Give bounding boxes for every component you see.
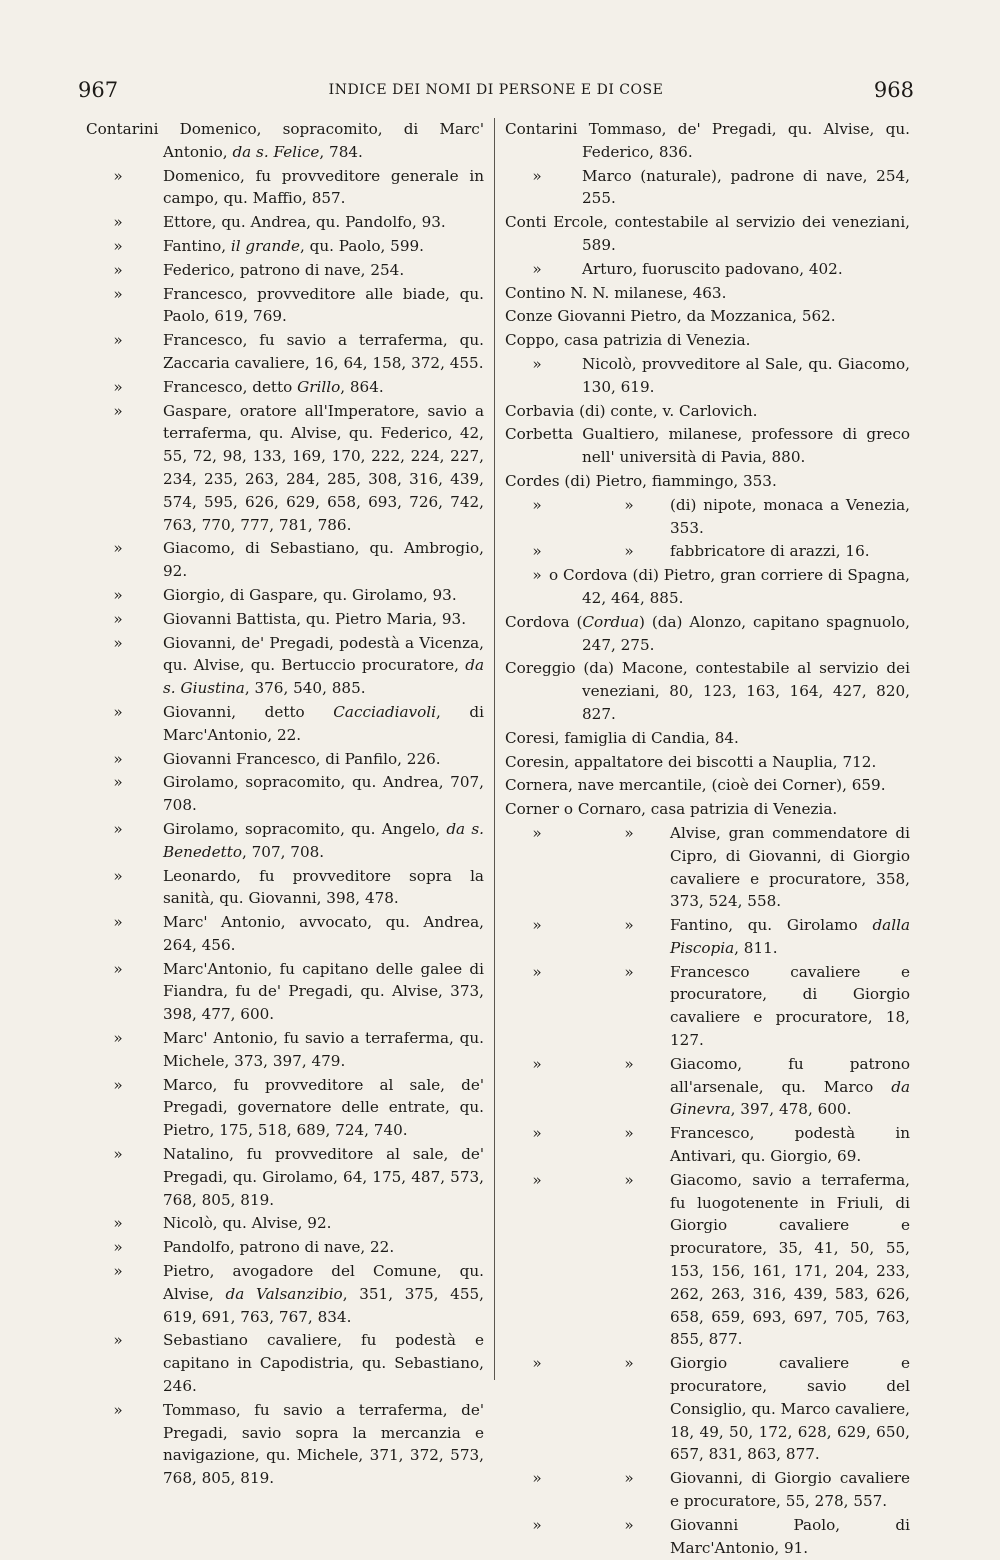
index-entry <box>86 608 484 631</box>
entry-text: Cordova (Cordua) (da) Alonzo, capitano spagnuolo, 247, 275. <box>505 612 910 654</box>
ditto-mark: » <box>113 1029 123 1048</box>
index-entry <box>505 611 910 657</box>
entry-text: Giacomo, savio a terraferma, fu luogotenente in Friuli, di Giorgio cavaliere e procuratore, 35, 41, 50, 55, 153, 156, 161, 171, 204, 233, 262, 263, 316, 439, 583, 626, 658, 659, 693, 697, 705, 763, 855, 877. <box>670 1170 910 1349</box>
index-entry <box>505 1352 910 1466</box>
ditto-mark: » <box>113 1262 123 1281</box>
index-entry <box>505 774 910 797</box>
ditto-mark: » <box>113 1400 123 1419</box>
index-entry <box>505 400 910 423</box>
entry-text: Sebastiano cavaliere, fu podestà e capitano in Capodistria, qu. Sebastiano, 246. <box>163 1331 484 1396</box>
ditto-mark: » <box>113 1331 123 1350</box>
ditto-mark: » <box>113 702 123 721</box>
index-entry <box>505 282 910 305</box>
entry-text: Giacomo, fu patrono all'arsenale, qu. Marco da Ginevra, 397, 478, 600. <box>670 1054 910 1119</box>
ditto-mark: » » <box>532 495 634 514</box>
entry-text: (di) nipote, monaca a Venezia, 353. <box>670 495 910 537</box>
entry-text: Giovanni, di Giorgio cavaliere e procuratore, 55, 278, 557. <box>670 1469 910 1511</box>
index-entry <box>505 258 910 281</box>
index-entry <box>86 771 484 817</box>
index-entry <box>86 1074 484 1142</box>
ditto-mark: » <box>113 213 123 232</box>
ditto-mark: » <box>113 609 123 628</box>
ditto-mark: » » <box>532 823 634 842</box>
ditto-mark: » <box>113 236 123 255</box>
index-entry <box>505 540 910 563</box>
entry-text: Giovanni, detto Cacciadiavoli, di Marc'Antonio, 22. <box>163 702 484 744</box>
index-entry <box>86 283 484 329</box>
index-entry <box>86 400 484 537</box>
entry-text: Natalino, fu provveditore al sale, de' Pregadi, qu. Girolamo, 64, 175, 487, 573, 768, 805, 819. <box>163 1145 484 1209</box>
ditto-mark: » » <box>532 962 634 981</box>
ditto-mark: » <box>113 260 123 279</box>
ditto-mark: » <box>532 354 542 373</box>
entry-text: Marco (naturale), padrone di nave, 254, 255. <box>582 166 910 208</box>
ditto-mark: » <box>113 819 123 838</box>
index-entry <box>86 235 484 258</box>
entry-text: Alvise, gran commendatore di Cipro, di Giovanni, di Giorgio cavaliere e procuratore, 358, 373, 524, 558. <box>670 823 910 911</box>
entry-text: Cornera, nave mercantile, (cioè dei Corner), 659. <box>505 776 886 795</box>
entry-text: Contarini Tommaso, de' Pregadi, qu. Alvise, qu. Federico, 836. <box>505 120 910 161</box>
index-entry <box>86 911 484 957</box>
index-entry <box>86 211 484 234</box>
entry-text: Coreggio (da) Macone, contestabile al servizio dei veneziani, 80, 123, 163, 164, 427, 820, 827. <box>505 659 910 723</box>
ditto-mark: » <box>113 377 123 396</box>
entry-text: Francesco cavaliere e procuratore, di Giorgio cavaliere e procuratore, 18, 127. <box>670 962 910 1050</box>
entry-text: Cordes (di) Pietro, fiammingo, 353. <box>505 471 777 490</box>
index-entry <box>505 657 910 725</box>
entry-text: Nicolò, qu. Alvise, 92. <box>163 1214 332 1233</box>
entry-text: Ettore, qu. Andrea, qu. Pandolfo, 93. <box>163 213 446 232</box>
entry-text: Giovanni Paolo, di Marc'Antonio, 91. <box>670 1515 910 1557</box>
running-title: INDICE DEI NOMI DI PERSONE E DI COSE <box>328 82 664 98</box>
entry-text: Domenico, fu provveditore generale in campo, qu. Maffio, 857. <box>163 166 484 208</box>
running-header <box>78 78 914 108</box>
entry-text: Marc' Antonio, avvocato, qu. Andrea, 264, 456. <box>163 913 484 954</box>
ditto-mark: » » <box>532 1170 634 1189</box>
index-entry <box>86 329 484 375</box>
index-entry <box>86 865 484 911</box>
index-entry <box>86 1027 484 1073</box>
entry-text: Giovanni Battista, qu. Pietro Maria, 93. <box>163 609 467 628</box>
index-entry <box>505 1514 910 1560</box>
index-entry <box>86 748 484 771</box>
index-entry <box>505 564 910 610</box>
ditto-mark: » » <box>532 1054 634 1073</box>
index-entry <box>505 305 910 328</box>
index-entry <box>505 914 910 960</box>
entry-text: Giovanni, de' Pregadi, podestà a Vicenza, qu. Alvise, qu. Bertuccio procuratore, da s. Giustina, 376, 540, 885. <box>163 633 484 698</box>
entry-text: Contino N. N. milanese, 463. <box>505 283 727 302</box>
entry-text: Gaspare, oratore all'Imperatore, savio a terraferma, qu. Alvise, qu. Federico, 42, 55, 72, 98, 133, 169, 170, 222, 224, 227, 234, 235, 263, 284, 285, 308, 316, 439, 574, 595, 626, 629, 658, 693, 726, 742, 763, 770, 777, 781, 786. <box>163 401 484 534</box>
index-entry <box>86 1260 484 1328</box>
ditto-mark: » <box>113 585 123 604</box>
entry-text: o Cordova (di) Pietro, gran corriere di Spagna, 42, 464, 885. <box>549 566 910 607</box>
ditto-mark: » <box>113 959 123 978</box>
column-divider <box>494 118 495 1380</box>
index-entry <box>86 1212 484 1235</box>
index-entry <box>505 1169 910 1351</box>
entry-text: Francesco, detto Grillo, 864. <box>163 377 384 396</box>
ditto-mark: » <box>113 166 123 185</box>
ditto-mark: » <box>113 866 123 885</box>
index-entry <box>505 329 910 352</box>
index-entry <box>86 818 484 864</box>
index-entry <box>86 165 484 211</box>
index-entry <box>86 118 484 164</box>
entry-text: Fantino, il grande, qu. Paolo, 599. <box>163 236 424 255</box>
ditto-mark: » <box>532 259 542 278</box>
index-column-left <box>86 118 484 1491</box>
entry-text: Conze Giovanni Pietro, da Mozzanica, 562. <box>505 307 836 326</box>
entry-text: Corbavia (di) conte, v. Carlovich. <box>505 401 758 420</box>
index-entry <box>86 1236 484 1259</box>
entry-text: Giacomo, di Sebastiano, qu. Ambrogio, 92. <box>163 539 484 581</box>
ditto-mark: » <box>113 913 123 932</box>
ditto-mark: » » <box>532 542 634 561</box>
index-entry <box>505 822 910 913</box>
ditto-mark: » <box>532 566 542 585</box>
index-entry <box>86 259 484 282</box>
index-entry <box>505 118 910 164</box>
ditto-mark: » <box>113 331 123 350</box>
entry-text: Marc'Antonio, fu capitano delle galee di Fiandra, fu de' Pregadi, qu. Alvise, 373, 398, 477, 600. <box>163 959 484 1024</box>
index-entry <box>86 701 484 747</box>
ditto-mark: » <box>113 1214 123 1233</box>
ditto-mark: » <box>113 1238 123 1257</box>
index-entry <box>505 1122 910 1168</box>
entry-text: Contarini Domenico, sopracomito, di Marc' Antonio, da s. Felice, 784. <box>86 120 484 161</box>
ditto-mark: » <box>113 633 123 652</box>
page-number-left: 967 <box>78 78 119 102</box>
index-entry <box>505 470 910 493</box>
ditto-mark: » » <box>532 1354 634 1373</box>
ditto-mark: » » <box>532 1124 634 1143</box>
index-entry <box>505 727 910 750</box>
entry-text: Leonardo, fu provveditore sopra la sanità, qu. Giovanni, 398, 478. <box>163 866 484 908</box>
index-entry <box>505 353 910 399</box>
ditto-mark: » <box>113 749 123 768</box>
ditto-mark: » » <box>532 1469 634 1488</box>
ditto-mark: » » <box>532 1515 634 1534</box>
index-entry <box>86 1143 484 1211</box>
index-entry <box>86 1399 484 1490</box>
index-entry <box>505 494 910 540</box>
entry-text: Federico, patrono di nave, 254. <box>163 260 405 279</box>
index-entry <box>505 1467 910 1513</box>
entry-text: Marc' Antonio, fu savio a terraferma, qu. Michele, 373, 397, 479. <box>163 1029 484 1070</box>
entry-text: Pandolfo, patrono di nave, 22. <box>163 1238 395 1257</box>
entry-text: Girolamo, sopracomito, qu. Angelo, da s. Benedetto, 707, 708. <box>163 819 484 861</box>
entry-text: Coppo, casa patrizia di Venezia. <box>505 331 751 350</box>
entry-text: Corbetta Gualtiero, milanese, professore di greco nell' università di Pavia, 880. <box>505 425 910 467</box>
index-column-right <box>505 118 910 1560</box>
entry-text: Giovanni Francesco, di Panfilo, 226. <box>163 749 441 768</box>
index-entry <box>505 165 910 211</box>
entry-text: Nicolò, provveditore al Sale, qu. Giacomo, 130, 619. <box>582 354 910 396</box>
entry-text: Corner o Cornaro, casa patrizia di Venezia. <box>505 800 838 819</box>
ditto-mark: » <box>532 166 542 185</box>
entry-text: Giorgio cavaliere e procuratore, savio del Consiglio, qu. Marco cavaliere, 18, 49, 50, 172, 628, 629, 650, 657, 831, 863, 877. <box>670 1354 910 1464</box>
index-entry <box>505 423 910 469</box>
ditto-mark: » <box>113 284 123 303</box>
ditto-mark: » <box>113 401 123 420</box>
entry-text: Francesco, fu savio a terraferma, qu. Zaccaria cavaliere, 16, 64, 158, 372, 455. <box>163 331 484 372</box>
index-entry <box>505 751 910 774</box>
entry-text: Francesco, provveditore alle biade, qu. Paolo, 619, 769. <box>163 284 484 326</box>
entry-text: Tommaso, fu savio a terraferma, de' Pregadi, savio sopra la mercanzia e navigazione, qu. Michele, 371, 372, 573, 768, 805, 819. <box>163 1400 484 1488</box>
index-entry <box>505 798 910 821</box>
index-entry <box>505 211 910 257</box>
index-entry <box>86 632 484 700</box>
index-entry <box>505 961 910 1052</box>
ditto-mark: » <box>113 1075 123 1094</box>
entry-text: Marco, fu provveditore al sale, de' Pregadi, governatore delle entrate, qu. Pietro, 175, 518, 689, 724, 740. <box>163 1075 484 1140</box>
entry-text: Fantino, qu. Girolamo dalla Piscopia, 811. <box>670 916 910 957</box>
ditto-mark: » <box>113 539 123 558</box>
page-number-right: 968 <box>873 78 914 102</box>
index-entry <box>86 1329 484 1397</box>
entry-text: Girolamo, sopracomito, qu. Andrea, 707, 708. <box>163 773 484 815</box>
index-entry <box>86 376 484 399</box>
ditto-mark: » <box>113 773 123 792</box>
entry-text: Coresin, appaltatore dei biscotti a Nauplia, 712. <box>505 752 877 771</box>
entry-text: Francesco, podestà in Antivari, qu. Giorgio, 69. <box>670 1124 910 1166</box>
ditto-mark: » » <box>532 916 634 935</box>
ditto-mark: » <box>113 1145 123 1164</box>
index-entry <box>505 1053 910 1121</box>
entry-text: fabbricatore di arazzi, 16. <box>670 542 870 561</box>
index-entry <box>86 584 484 607</box>
index-entry <box>86 537 484 583</box>
index-entry <box>86 958 484 1026</box>
entry-text: Coresi, famiglia di Candia, 84. <box>505 728 739 747</box>
entry-text: Conti Ercole, contestabile al servizio dei veneziani, 589. <box>505 213 910 254</box>
entry-text: Giorgio, di Gaspare, qu. Girolamo, 93. <box>163 585 457 604</box>
entry-text: Pietro, avogadore del Comune, qu. Alvise, da Valsanzibio, 351, 375, 455, 619, 691, 763, 767, 834. <box>163 1262 484 1326</box>
entry-text: Arturo, fuoruscito padovano, 402. <box>582 259 843 278</box>
